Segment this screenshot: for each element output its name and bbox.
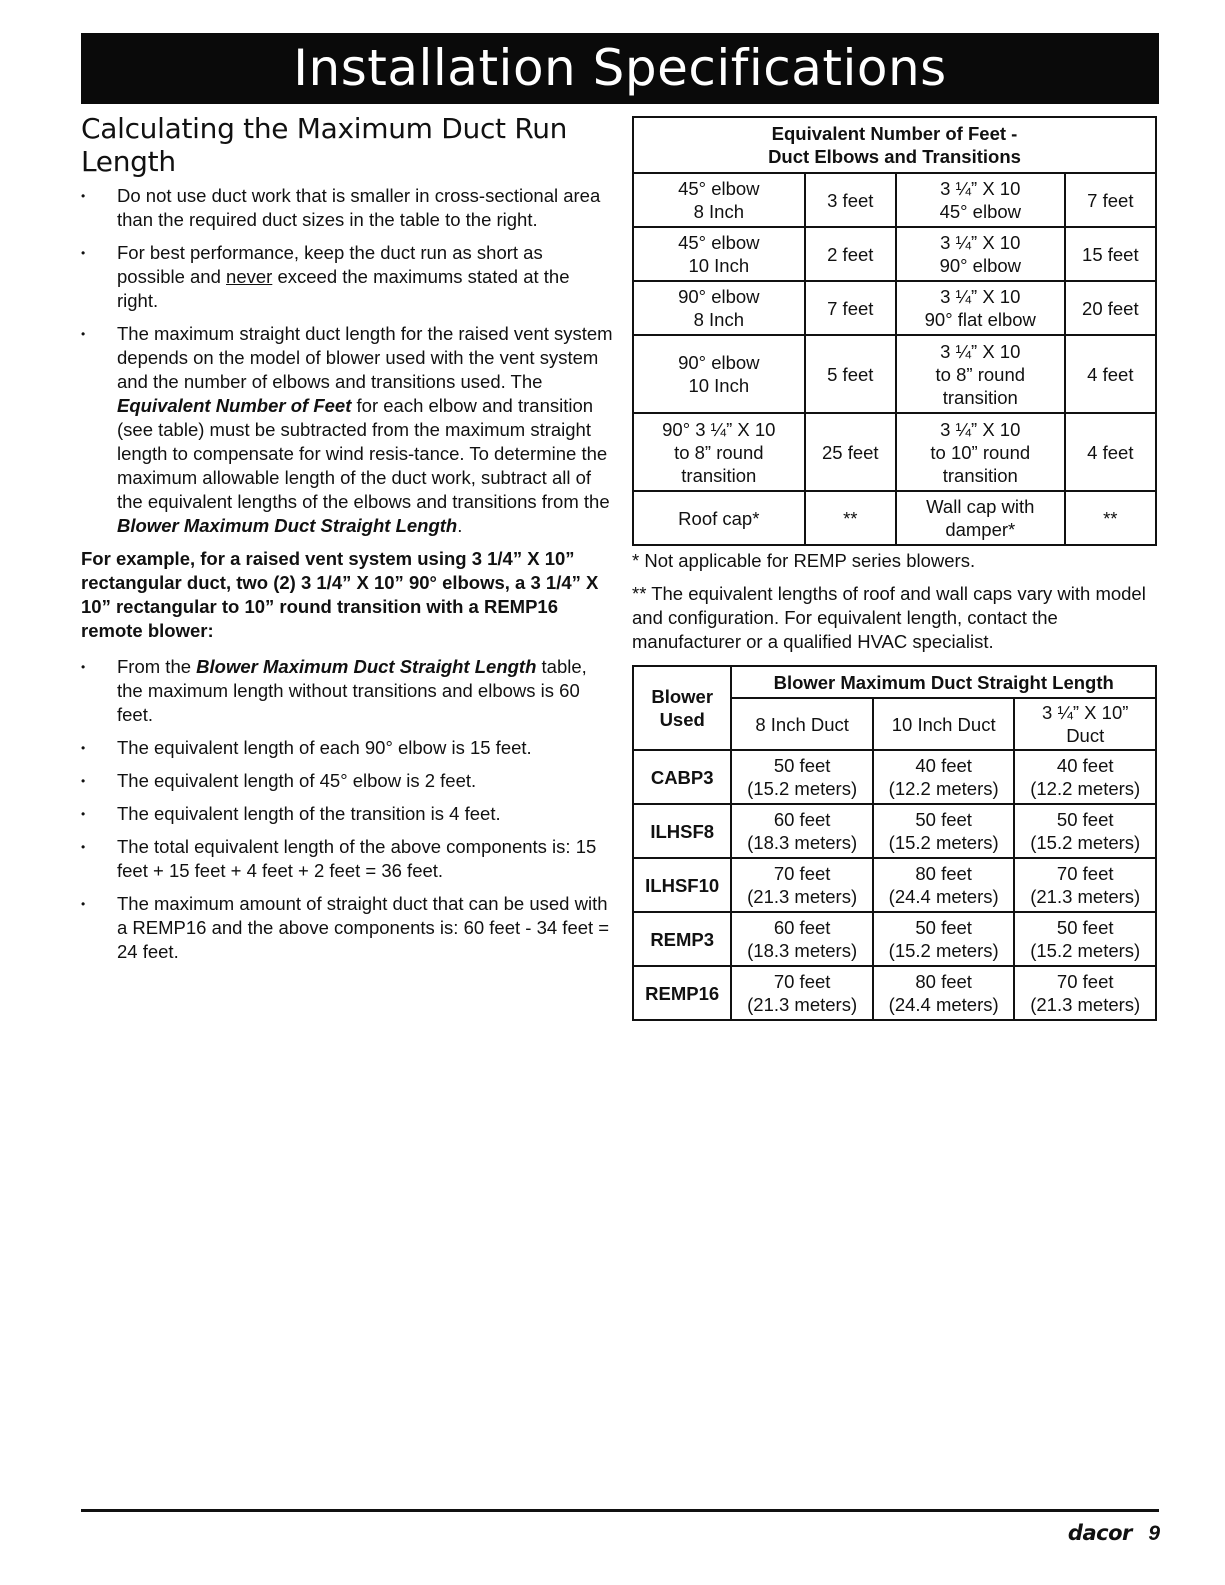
table-cell: 90° elbow 8 Inch [633,281,805,335]
bullet-icon: • [81,807,86,821]
table-cell: 15 feet [1065,227,1156,281]
table-cell: 50 feet (15.2 meters) [1014,804,1156,858]
text-run: table, the maximum length without transitions and elbows is 60 feet. [117,656,587,725]
footnote: ** The equivalent lengths of roof and wall caps vary with model and configuration. For equivalent length, contact the manufacturer or a qualified HVAC specialist. [632,583,1146,652]
table-cell: 70 feet (21.3 meters) [731,966,873,1020]
bullet-icon: • [81,897,86,911]
text-run: The maximum straight duct length for the raised vent system depends on the model of blower used with the vent system and the number of elbows and transitions used. The [117,323,613,392]
bullet-item [81,769,614,793]
table-cell: 5 feet [805,335,896,413]
table-cell: 7 feet [805,281,896,335]
table-row [633,491,1156,545]
table-notes [632,549,1162,663]
table-cell: ** [1065,491,1156,545]
brand-logo: dacor [1067,1521,1132,1545]
table-cell: 50 feet (15.2 meters) [1014,912,1156,966]
bullet-text: The total equivalent length of the above components is: 15 feet + 15 feet + 4 feet + 2 feet = 36 feet. [117,836,597,881]
bullet-icon: • [81,189,86,203]
table-cell: 3 ¼” X 10 45° elbow [896,173,1065,227]
row-header: ILHSF10 [633,858,731,912]
page-footer [0,1521,1160,1546]
table-cell: 70 feet (21.3 meters) [1014,858,1156,912]
text-run: exceed the maximums stated at the right. [117,266,570,311]
bullet-text: Do not use duct work that is smaller in cross-sectional area than the required duct sizes in the table to the right. [117,185,601,230]
table-cell: 60 feet (18.3 meters) [731,912,873,966]
emphasis: Equivalent Number of Feet [117,395,352,416]
table-cell: 80 feet (24.4 meters) [873,966,1015,1020]
bullet-text [117,241,614,313]
text-run: For best performance, keep the duct run as short as possible and [117,242,543,287]
table-cell: Roof cap* [633,491,805,545]
table-cell: 20 feet [1065,281,1156,335]
emphasis: Blower Maximum Duct Straight Length [196,656,537,677]
column-header: 3 ¼” X 10” Duct [1014,698,1156,750]
left-column [81,112,614,973]
table-title: Blower Maximum Duct Straight Length [731,666,1156,698]
footnote: * Not applicable for REMP series blowers. [632,550,976,571]
bullet-item [81,802,614,826]
table-cell: 45° elbow 8 Inch [633,173,805,227]
row-header: CABP3 [633,750,731,804]
table-cell: 3 feet [805,173,896,227]
table-title-line: Equivalent Number of Feet - [771,123,1018,144]
table-cell: 90° elbow 10 Inch [633,335,805,413]
bullet-item [81,322,614,538]
emphasis: Blower Maximum Duct Straight Length [117,515,458,536]
bullet-text: The equivalent length of 45° elbow is 2 feet. [117,770,477,791]
table-cell: 50 feet (15.2 meters) [731,750,873,804]
bullet-item [81,835,614,883]
bullet-item [81,892,614,964]
bullet-text: The maximum amount of straight duct that can be used with a REMP16 and the above components is: 60 feet - 34 feet = 24 feet. [117,893,610,962]
table-row [633,335,1156,413]
table-cell: 90° 3 ¼” X 10 to 8” round transition [633,413,805,491]
bullet-item [81,736,614,760]
bullet-item [81,184,614,232]
table-row [633,413,1156,491]
column-header: 8 Inch Duct [731,698,873,750]
bullet-icon: • [81,246,86,260]
table-cell: Wall cap with damper* [896,491,1065,545]
table-cell: 40 feet (12.2 meters) [1014,750,1156,804]
equivalent-feet-table [632,116,1157,546]
row-header: ILHSF8 [633,804,731,858]
text-run: for each elbow and transition (see table) must be subtracted from the maximum straight length to compensate for wind resis-tance. To determine the maximum allowable length of the duct work, subtract all of the equivalent lengths of the elbows and transitions from the [117,395,610,512]
table-row [633,173,1156,227]
row-header: REMP3 [633,912,731,966]
text-run: . [457,515,463,536]
bullet-text [117,322,614,538]
bullet-icon: • [81,327,86,341]
page-title: Installation Specifications [81,33,1159,104]
bullet-text [117,655,614,727]
bullet-item [81,655,614,727]
column-header: 10 Inch Duct [873,698,1015,750]
table-cell: 45° elbow 10 Inch [633,227,805,281]
row-header: REMP16 [633,966,731,1020]
table-cell: 4 feet [1065,413,1156,491]
table-cell: 3 ¼” X 10 90° elbow [896,227,1065,281]
table-row [633,912,1156,966]
bullet-item [81,241,614,313]
table-cell: 60 feet (18.3 meters) [731,804,873,858]
table-cell: 3 ¼” X 10 to 10” round transition [896,413,1065,491]
table-title [633,117,1156,173]
table-row [633,966,1156,1020]
table-title-line: Duct Elbows and Transitions [768,146,1021,167]
table-cell: 80 feet (24.4 meters) [873,858,1015,912]
column-header: Blower Used [633,666,731,750]
table-cell: ** [805,491,896,545]
page-number: 9 [1148,1522,1160,1545]
table-cell: 40 feet (12.2 meters) [873,750,1015,804]
table-cell: 7 feet [1065,173,1156,227]
example-paragraph: For example, for a raised vent system using 3 1/4” X 10” rectangular duct, two (2) 3 1/4” X 10” 90° elbows, a 3 1/4” X 10” rectangular to 10” round transition with a REMP16 remote blower: [81,548,599,641]
table-cell: 50 feet (15.2 meters) [873,912,1015,966]
footer-divider [81,1509,1159,1512]
table-cell: 3 ¼” X 10 90° flat elbow [896,281,1065,335]
table-row [633,750,1156,804]
bullet-text: The equivalent length of each 90° elbow is 15 feet. [117,737,532,758]
table-cell: 70 feet (21.3 meters) [1014,966,1156,1020]
table-cell: 70 feet (21.3 meters) [731,858,873,912]
bullet-icon: • [81,741,86,755]
bullet-icon: • [81,774,86,788]
bullet-icon: • [81,660,86,674]
table-cell: 4 feet [1065,335,1156,413]
underlined-word: never [226,266,273,287]
text-run: From the [117,656,197,677]
bullet-icon: • [81,840,86,854]
table-cell: 3 ¼” X 10 to 8” round transition [896,335,1065,413]
table-cell: 2 feet [805,227,896,281]
table-row [633,227,1156,281]
table-row [633,804,1156,858]
table-cell: 25 feet [805,413,896,491]
blower-duct-length-table [632,665,1157,1021]
section-heading: Calculating the Maximum Duct Run Length [81,112,568,178]
table-row [633,281,1156,335]
table-row [633,858,1156,912]
bullet-text: The equivalent length of the transition is 4 feet. [117,803,501,824]
table-cell: 50 feet (15.2 meters) [873,804,1015,858]
